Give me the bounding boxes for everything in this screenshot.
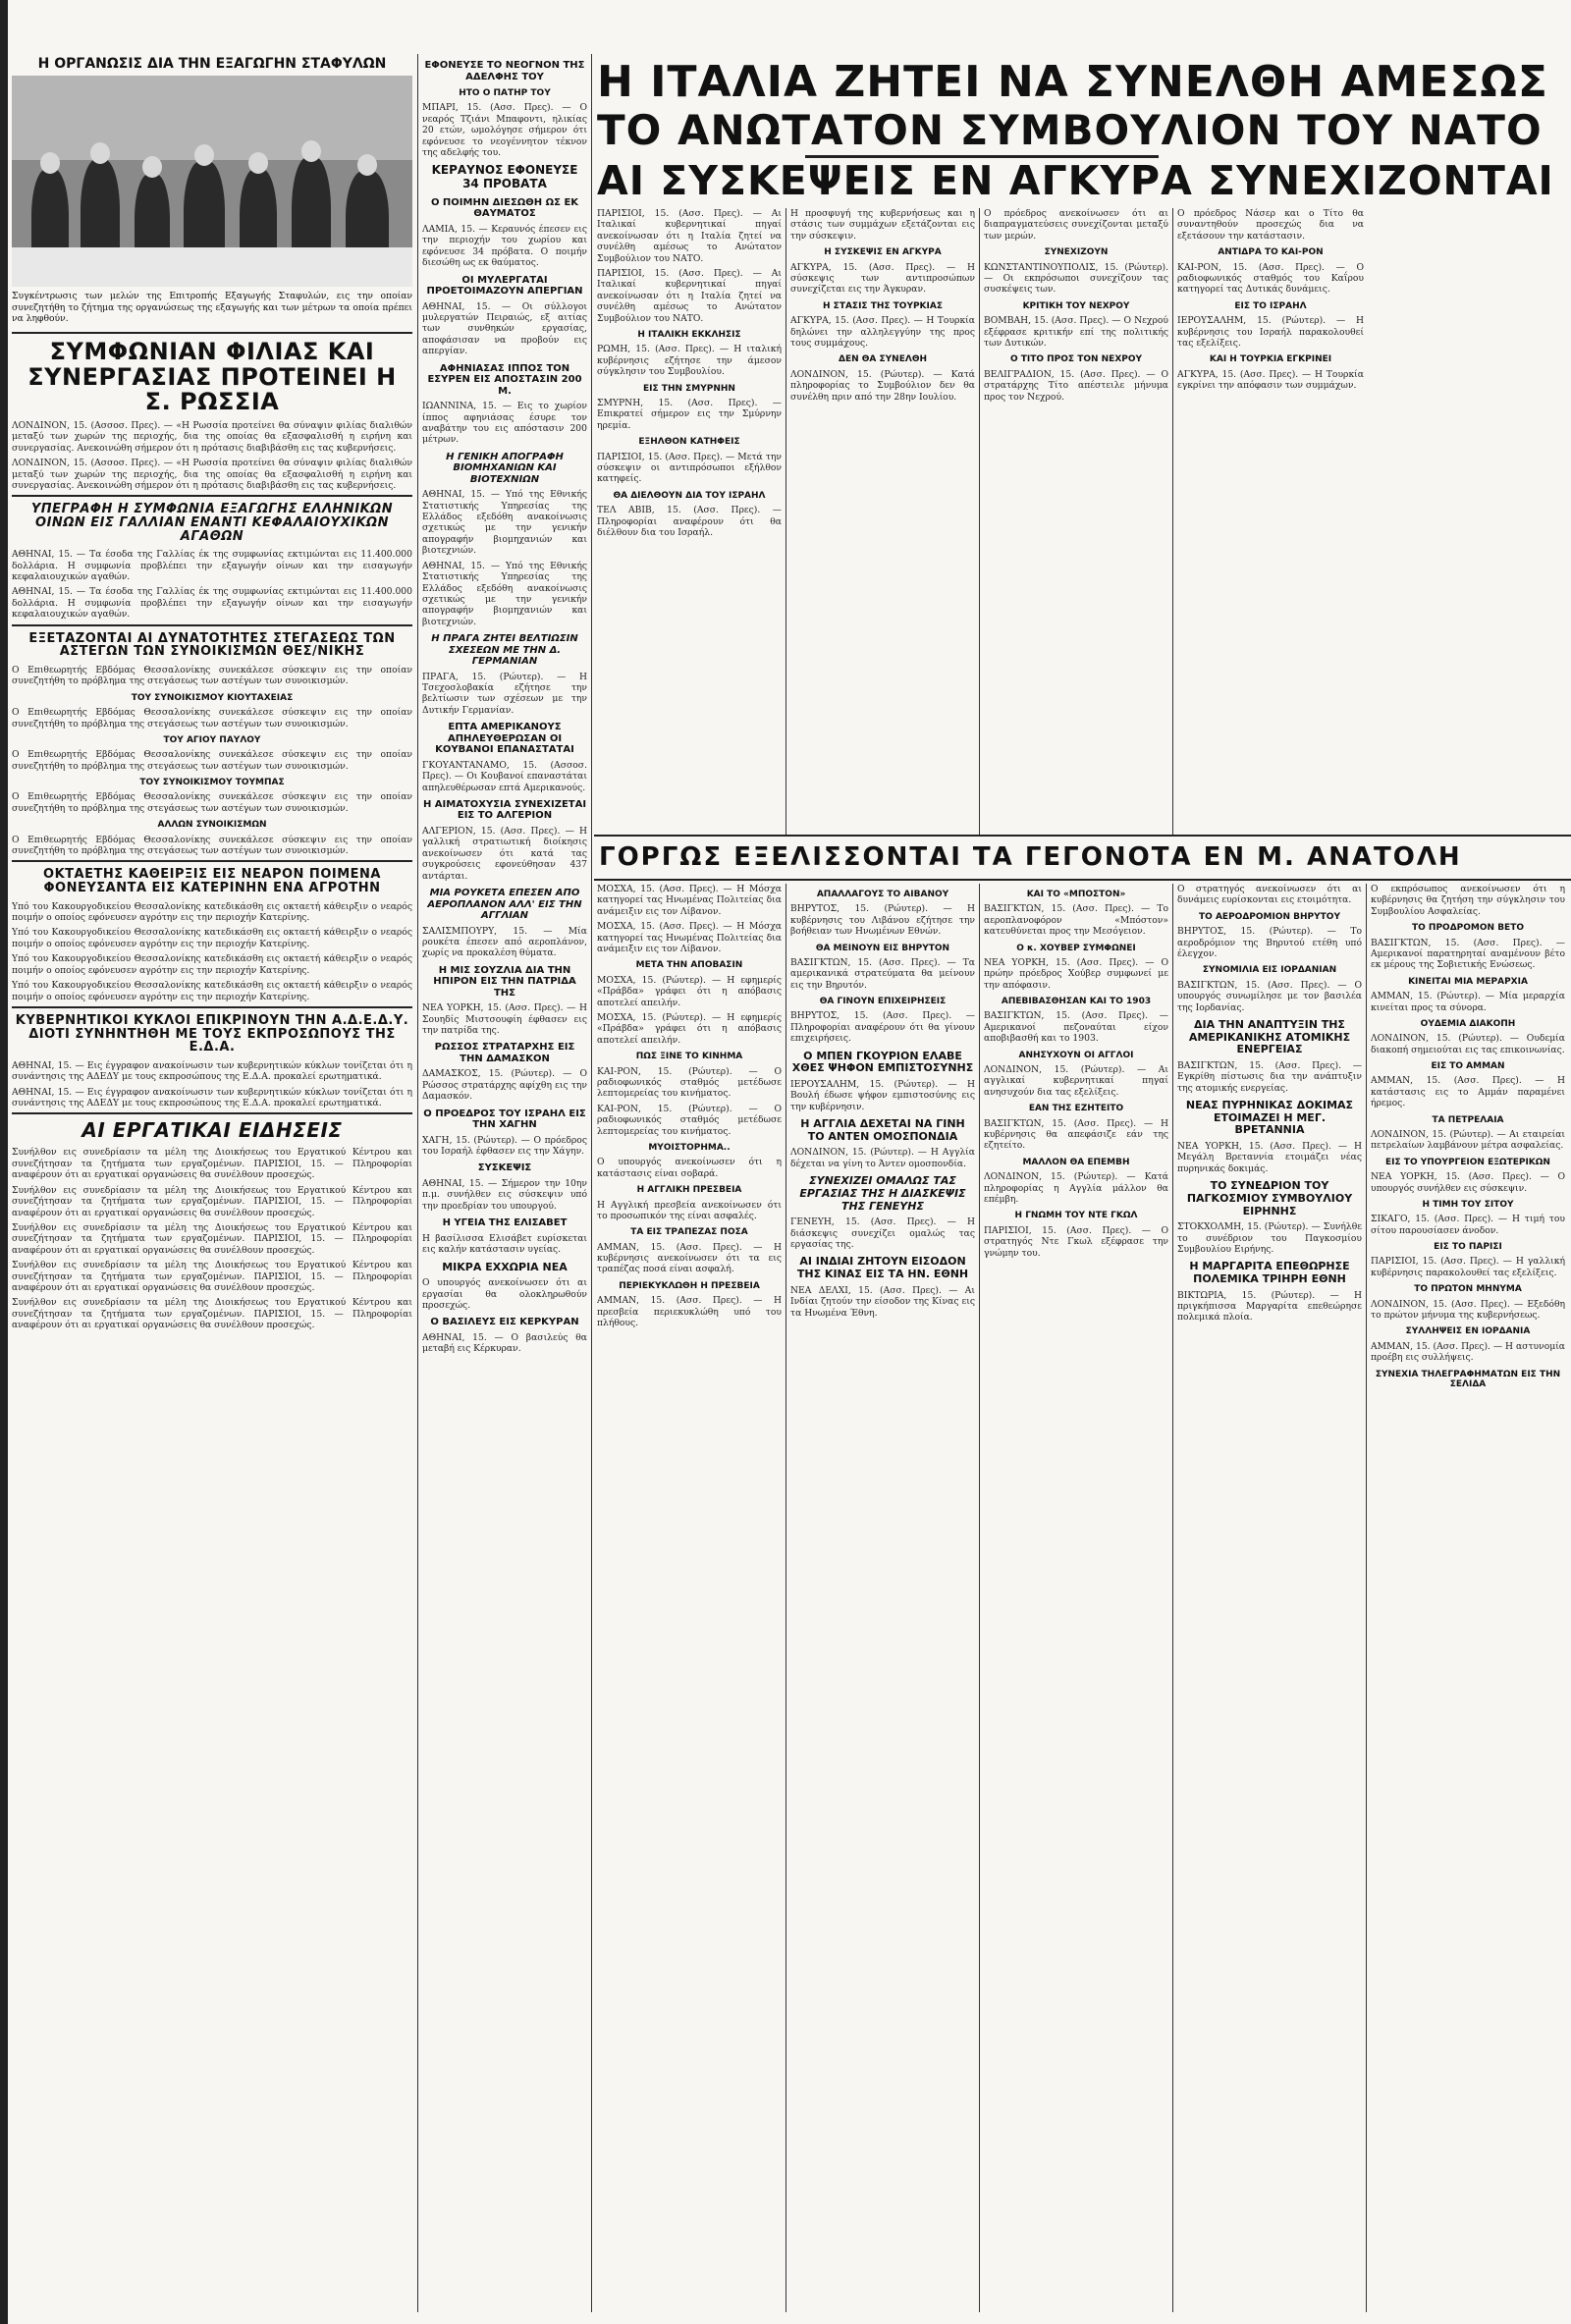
meeting-text: ΑΘΗΝΑΙ, 15. — Σήμερον την 10ην π.μ. συνήλθεν εις σύσκεψιν υπό την προεδρίαν του υπουργού. bbox=[422, 1177, 587, 1212]
mideast-column-4 bbox=[1177, 884, 1362, 2312]
me2-text2: ΒΑΣΙΓΚΤΩΝ, 15. (Ασσ. Πρες). — Τα αμερικανικά στρατεύματα θα μείνουν εις την Βηρυτόν. bbox=[790, 956, 975, 991]
nato2-text1: Η προσφυγή της κυβερνήσεως και η στάσις των συμμάχων εξετάζονται εις την σύσκεψιν. bbox=[790, 208, 975, 242]
souzlia-text: ΝΕΑ ΥΟΡΚΗ, 15. (Ασσ. Πρες). — Η Σουηδίς Μιστσουφίη έφθασεν εις την πατρίδα της. bbox=[422, 1002, 587, 1037]
me1-sub1: ΜΕΤΑ ΤΗΝ ΑΠΟΒΑΣΙΝ bbox=[635, 960, 743, 971]
wines-headline: ΥΠΕΓΡΑΦΗ Η ΣΥΜΦΩΝΙΑ ΕΞΑΓΩΓΗΣ ΕΛΛΗΝΙΚΩΝ ΟΙΝΩΝ ΕΙΣ ΓΑΛΛΙΑΝ ΕΝΑΝΤΙ ΚΕΦΑΛΑΙΟΥΧΙΚΩΝ ΑΓΑΘΩΝ bbox=[30, 502, 394, 544]
me3-sub7: Η ΓΝΩΜΗ ΤΟΥ ΝΤΕ ΓΚΩΛ bbox=[1014, 1211, 1138, 1221]
kerkyra-headline: Ο ΒΑΣΙΛΕΥΣ ΕΙΣ ΚΕΡΚΥΡΑΝ bbox=[430, 1317, 579, 1328]
me5-sub4: ΕΙΣ ΤΟ ΑΜΜΑΝ bbox=[1431, 1061, 1505, 1072]
me2-text1: ΒΗΡΥΤΟΣ, 15. (Ρώυτερ). — Η κυβέρνησις του Λιβάνου εζήτησε την βοήθειαν των Ηνωμένων Εθνών. bbox=[790, 903, 975, 938]
nato2-sub3: ΔΕΝ ΘΑ ΣΥΝΕΛΘΗ bbox=[838, 354, 928, 365]
nato3-sub3: Ο ΤΙΤΟ ΠΡΟΣ ΤΟΝ ΝΕΧΡΟΥ bbox=[1009, 354, 1143, 365]
elizabeth-headline: Η ΥΓΕΙΑ ΤΗΣ ΕΛΙΣΑΒΕΤ bbox=[442, 1217, 568, 1229]
nato-sub3: ΕΞΗΛΘΟΝ ΚΑΤΗΦΕΙΣ bbox=[638, 437, 740, 448]
me1-text1: ΜΟΣΧΑ, 15. (Ασσ. Πρες). — Η Μόσχα κατηγορεί τας Ηνωμένας Πολιτείας δια ανάμειξιν εις τον Λίβανον. bbox=[597, 884, 782, 917]
me3-text2: ΝΕΑ ΥΟΡΚΗ, 15. (Ασσ. Πρες). — Ο πρώην πρόεδρος Χούβερ συμφωνεί με την απόφασιν. bbox=[984, 956, 1168, 991]
me3-sub5: ΕΑΝ ΤΗΣ ΕΖΗΤΕΙΤΟ bbox=[1028, 1104, 1124, 1114]
housing-text: Ο Επιθεωρητής Εβδόμας Θεσσαλονίκης συνεκάλεσε σύσκεψιν εις την οποίαν συνεζητήθη το πρόβλημα της στεγάσεως των αστέγων των συνοικισμών. bbox=[12, 664, 412, 687]
me3-sub4: ΑΝΗΣΥΧΟΥΝ ΟΙ ΑΓΓΛΟΙ bbox=[1018, 1050, 1134, 1060]
died-text: ΜΠΑΡΙ, 15. (Ασσ. Πρες). — Ο νεαρός Τζιάνι Μπαφοντι, ηλικίας 20 ετών, ωμολόγησε σήμερον ότι εφόνευσε το νεογέννητον τέκνον της αδελφής του. bbox=[422, 102, 587, 158]
me1-text6: ΑΜΜΑΝ, 15. (Ασσ. Πρες). — Η κυβέρνησις ανεκοίνωσεν ότι τα εις τραπέζας ποσά είναι ασφαλή. bbox=[597, 1241, 782, 1275]
me2-sub5: Η ΑΓΓΛΙΑ ΔΕΧΕΤΑΙ ΝΑ ΓΙΝΗ ΤΟ ΑΝΤΕΝ ΟΜΟΣΠΟΝΔΙΑ bbox=[800, 1117, 965, 1143]
me1-sub4: Η ΑΓΓΛΙΚΗ ΠΡΕΣΒΕΙΑ bbox=[636, 1185, 742, 1196]
me1-text5: Η Αγγλική πρεσβεία ανεκοίνωσεν ότι το προσωπικόν της είναι ασφαλές. bbox=[597, 1199, 782, 1221]
nato-column-3 bbox=[984, 208, 1168, 837]
nato3-sub2: ΚΡΙΤΙΚΗ ΤΟΥ ΝΕΧΡΟΥ bbox=[1022, 300, 1130, 311]
me3-text3: ΒΑΣΙΓΚΤΩΝ, 15. (Ασσ. Πρες). — Αμερικανοί πεζοναύται είχον αποβιβασθή και το 1903. bbox=[984, 1010, 1168, 1045]
lightning-headline: ΚΕΡΑΥΝΟΣ ΕΦΟΝΕΥΣΕ 34 ΠΡΟΒΑΤΑ bbox=[431, 163, 578, 191]
elizabeth-text: Η βασίλισσα Ελισάβετ ευρίσκεται εις καλήν κατάστασιν υγείας. bbox=[422, 1232, 587, 1256]
me2-sub1: ΑΠΑΛΛΑΓΟΥΣ ΤΟ ΑΙΒΑΝΟΥ bbox=[816, 890, 949, 899]
me1-sub2: ΠΩΣ ΞΙΝΕ ΤΟ ΚΙΝΗΜΑ bbox=[635, 1052, 743, 1062]
housing-sub4: ΑΛΛΩΝ ΣΥΝΟΙΚΙΣΜΩΝ bbox=[157, 820, 267, 831]
me2-sub4: Ο ΜΠΕΝ ΓΚΟΥΡΙΟΝ ΕΛΑΒΕ ΧΘΕΣ ΨΗΦΟΝ ΕΜΠΙΣΤΟΣΥΝΗΣ bbox=[791, 1049, 974, 1075]
mules-headline: ΟΙ ΜΥΛΕΡΓΑΤΑΙ ΠΡΟΕΤΟΙΜΑΖΟΥΝ ΑΠΕΡΓΙΑΝ bbox=[426, 274, 583, 297]
census-text: ΑΘΗΝΑΙ, 15. — Υπό της Εθνικής Στατιστικής Υπηρεσίας της Ελλάδος εξεδόθη ανακοίνωσις σχετικώς με την γενικήν απογραφήν βιομηχανιών και βιοτεχνιών. bbox=[422, 489, 587, 557]
lightning-text: ΛΑΜΙΑ, 15. — Κεραυνός έπεσεν εις την περιοχήν του χωρίου και εφόνευσε 34 πρόβατα. Ο ποιμήν διεσώθη ως εκ θαύματος. bbox=[422, 223, 587, 269]
me5-text8: ΣΙΚΑΓΟ, 15. (Ασσ. Πρες). — Η τιμή του σίτου παρουσίασεν άνοδον. bbox=[1371, 1214, 1565, 1236]
me1-text7: ΑΜΜΑΝ, 15. (Ασσ. Πρες). — Η πρεσβεία περιεκυκλώθη υπό του πλήθους. bbox=[597, 1295, 782, 1329]
me4-text5: ΝΕΑ ΥΟΡΚΗ, 15. (Ασσ. Πρες). — Η Μεγάλη Βρεταννία ετοιμάζει νέας πυρηνικάς δοκιμάς. bbox=[1177, 1141, 1362, 1174]
me5-sub9: ΤΟ ΠΡΩΤΟΝ ΜΗΝΥΜΑ bbox=[1414, 1284, 1522, 1295]
nato-lead-text-2: ΠΑΡΙΣΙΟΙ, 15. (Ασσ. Πρες). — Αι Ιταλικαί κυβερνητικαί πηγαί ανεκοίνωσαν ότι η Ιταλία ζητεί να συνέλθη αμέσως το Ανώτατον Συμβούλιον του ΝΑΤΟ. bbox=[597, 268, 782, 324]
nato3-text3: ΒΟΜΒΑΗ, 15. (Ασσ. Πρες). — Ο Νεχρού εξέφρασε κριτικήν επί της πολιτικής των Δυτικών. bbox=[984, 315, 1168, 349]
me1-sub3: ΜΥΟΙΣΤΟΡΗΜΑ.. bbox=[648, 1143, 731, 1153]
me5-text9: ΠΑΡΙΣΙΟΙ, 15. (Ασσ. Πρες). — Η γαλλική κυβέρνησις παρακολουθεί τας εξελίξεις. bbox=[1371, 1256, 1565, 1278]
me1-text2b: ΜΟΣΧΑ, 15. (Ρώυτερ). — Η εφημερίς «Πράβδα» γράφει ότι η απόβασις αποτελεί απειλήν. bbox=[597, 1012, 782, 1046]
me2-text6: ΓΕΝΕΥΗ, 15. (Ασσ. Πρες). — Η διάσκεψις συνεχίζει ομαλώς τας εργασίας της. bbox=[790, 1216, 975, 1251]
page-binding-edge bbox=[0, 0, 8, 2324]
shepherd-headline: ΟΚΤΑΕΤΗΣ ΚΑΘΕΙΡΞΙΣ ΕΙΣ ΝΕΑΡΟΝ ΠΟΙΜΕΝΑ ΦΟΝΕΥΣΑΝΤΑ ΕΙΣ ΚΑΤΕΡΙΝΗΝ ΕΝΑ ΑΓΡΟΤΗΝ bbox=[43, 867, 381, 896]
nato4-text4: ΑΓΚΥΡΑ, 15. (Ασσ. Πρες). — Η Τουρκία εγκρίνει την απόφασιν των συμμάχων. bbox=[1177, 368, 1364, 392]
housing-headline: ΕΞΕΤΑΖΟΝΤΑΙ ΑΙ ΔΥΝΑΤΟΤΗΤΕΣ ΣΤΕΓΑΣΕΩΣ ΤΩΝ ΑΣΤΕΓΩΝ ΤΩΝ ΣΥΝΟΙΚΙΣΜΩΝ ΘΕΣ/ΝΙΚΗΣ bbox=[28, 630, 396, 660]
algeria-headline: Η ΑΙΜΑΤΟΧΥΣΙΑ ΣΥΝΕΧΙΖΕΤΑΙ ΕΙΣ ΤΟ ΑΛΓΕΡΙΟΝ bbox=[422, 798, 587, 822]
me3-sub6: ΜΑΛΛΟΝ ΘΑ ΕΠΕΜΒΗ bbox=[1022, 1157, 1130, 1167]
me1-text1b: ΜΟΣΧΑ, 15. (Ασσ. Πρες). — Η Μόσχα κατηγορεί τας Ηνωμένας Πολιτείας δια ανάμειξιν εις τον Λίβανον. bbox=[597, 921, 782, 955]
me3-text4: ΛΟΝΔΙΝΟΝ, 15. (Ρώυτερ). — Αι αγγλικαί κυβερνητικαί πηγαί ανησυχούν δια τας εξελίξεις. bbox=[984, 1064, 1168, 1098]
mules-text: ΑΘΗΝΑΙ, 15. — Οι σύλλογοι μυλεργατών Πειραιώς, εξ αιτίας των συνθηκών εργασίας, αποφάσισαν να προβούν εις απεργίαν. bbox=[422, 300, 587, 357]
wines-text: ΑΘΗΝΑΙ, 15. — Τα έσοδα της Γαλλίας έκ της συμφωνίας εκτιμώνται εις 11.400.000 δολλάρια. Η συμφωνία προβλέπει την εξαγωγήν οίνων και την εισαγωγήν κεφαλαιουχικών αγαθών. bbox=[12, 549, 412, 583]
americans-headline: ΕΠΤΑ ΑΜΕΡΙΚΑΝΟΥΣ ΑΠΗΛΕΥΘΕΡΩΣΑΝ ΟΙ ΚΟΥΒΑΝΟΙ ΕΠΑΝΑΣΤΑΤΑΙ bbox=[435, 722, 574, 756]
russian-text: ΔΑΜΑΣΚΟΣ, 15. (Ρώυτερ). — Ο Ρώσσος στρατάρχης αφίχθη εις την Δαμασκόν. bbox=[422, 1068, 587, 1103]
nato-text1: ΡΩΜΗ, 15. (Ασσ. Πρες). — Η ιταλική κυβέρνησις εζήτησε την άμεσον σύγκλησιν του Συμβουλίου. bbox=[597, 344, 782, 378]
me5-sub8: ΕΙΣ ΤΟ ΠΑΡΙΣΙ bbox=[1434, 1242, 1502, 1253]
nato-sub4: ΘΑ ΔΙΕΛΘΟΥΝ ΔΙΑ ΤΟΥ ΙΣΡΑΗΛ bbox=[613, 490, 766, 501]
housing-sub3: ΤΟΥ ΣΥΝΟΙΚΙΣΜΟΥ ΤΟΥΜΠΑΣ bbox=[139, 778, 285, 788]
me3-text1: ΒΑΣΙΓΚΤΩΝ, 15. (Ασσ. Πρες). — Το αεροπλανοφόρον «Μπόστον» κατευθύνεται προς την Μεσόγειον. bbox=[984, 903, 1168, 938]
nato3-text2: ΚΩΝΣΤΑΝΤΙΝΟΥΠΟΛΙΣ, 15. (Ρώυτερ). — Οι εκπρόσωποι συνεχίζουν τας συσκέψεις των. bbox=[984, 261, 1168, 296]
died-sub: ΗΤΟ Ο ΠΑΤΗΡ ΤΟΥ bbox=[459, 88, 551, 98]
census-text-2: ΑΘΗΝΑΙ, 15. — Υπό της Εθνικής Στατιστικής Υπηρεσίας της Ελλάδος εξεδόθη ανακοίνωσις σχετικώς με την γενικήν απογραφήν βιομηχανιών και βιοτεχνιών. bbox=[422, 560, 587, 627]
me4-text1: Ο στρατηγός ανεκοίνωσεν ότι αι δυνάμεις ευρίσκονται εις ετοιμότητα. bbox=[1177, 884, 1362, 906]
horse-headline: ΑΦΗΝΙΑΣΑΣ ΙΠΠΟΣ ΤΟΝ ΕΣΥΡΕΝ ΕΙΣ ΑΠΟΣΤΑΣΙΝ 200 Μ. bbox=[427, 362, 582, 397]
algeria-text: ΑΛΓΕΡΙΟΝ, 15. (Ασσ. Πρες). — Η γαλλική στρατιωτική διοίκησις ανεκοίνωσεν ότι κατά τας συγκρούσεις εφονεύθησαν 437 αντάρται. bbox=[422, 825, 587, 882]
mideast-banner: ΓΟΡΓΩΣ ΕΞΕΛΙΣΣΟΝΤΑΙ ΤΑ ΓΕΓΟΝΟΤΑ ΕΝ Μ. ΑΝΑΤΟΛΗ bbox=[599, 842, 1462, 872]
russia-headline: ΣΥΜΦΩΝΙΑΝ ΦΙΛΙΑΣ ΚΑΙ ΣΥΝΕΡΓΑΣΙΑΣ ΠΡΟΤΕΙΝΕΙ Η Σ. ΡΩΣΣΙΑ bbox=[27, 338, 397, 415]
me2-sub6: ΣΥΝΕΧΙΖΕΙ ΟΜΑΛΩΣ ΤΑΣ ΕΡΓΑΣΙΑΣ ΤΗΣ Η ΔΙΑΣΚΕΨΙΣ ΤΗΣ ΓΕΝΕΥΗΣ bbox=[799, 1174, 966, 1213]
labor-text: Συνήλθον εις συνεδρίασιν τα μέλη της Διοικήσεως του Εργατικού Κέντρου και συνεζήτησαν τα ζητήματα των εργαζομένων. ΠΑΡΙΣΙΟΙ, 15. — Πληροφορίαι αναφέρουν ότι αι εργατικαί οργανώσεις θα συνέλθουν προσεχώς. bbox=[12, 1147, 412, 1181]
nato-sub2: ΕΙΣ ΤΗΝ ΣΜΥΡΝΗΝ bbox=[643, 383, 735, 394]
me5-sub5: ΤΑ ΠΕΤΡΕΛΑΙΑ bbox=[1432, 1114, 1504, 1125]
nato-column-2 bbox=[790, 208, 975, 837]
main-headline-line3: ΑΙ ΣΥΣΚΕΨΕΙΣ ΕΝ ΑΓΚΥΡΑ ΣΥΝΕΧΙΖΟΝΤΑΙ bbox=[597, 157, 1554, 204]
prague-headline: Η ΠΡΑΓΑ ΖΗΤΕΙ ΒΕΛΤΙΩΣΙΝ ΣΧΕΣΕΩΝ ΜΕ ΤΗΝ Δ. ΓΕΡΜΑΝΙΑΝ bbox=[431, 633, 578, 668]
nato3-text1: Ο πρόεδρος ανεκοίνωσεν ότι αι διαπραγματεύσεις συνεχίζονται μεταξύ των μερών. bbox=[984, 208, 1168, 242]
russian-headline: ΡΩΣΣΟΣ ΣΤΡΑΤΑΡΧΗΣ ΕΙΣ ΤΗΝ ΔΑΜΑΣΚΟΝ bbox=[434, 1042, 575, 1064]
nato-sub1: Η ΙΤΑΛΙΚΗ ΕΚΚΛΗΣΙΣ bbox=[637, 330, 741, 341]
me5-sub11: ΣΥΝΕΧΙΑ ΤΗΛΕΓΡΑΦΗΜΑΤΩΝ ΕΙΣ ΤΗΝ ΣΕΛΙΔΑ bbox=[1375, 1369, 1561, 1389]
nato-column-1 bbox=[597, 208, 782, 837]
nato2-text2: ΑΓΚΥΡΑ, 15. (Ασσ. Πρες). — Η σύσκεψις των αντιπροσώπων συνεχίζεται εις την Άγκυραν. bbox=[790, 261, 975, 296]
meeting-headline: ΣΥΣΚΕΨΙΣ bbox=[477, 1162, 532, 1174]
mideast-column-3 bbox=[984, 884, 1168, 2312]
mideast-column-2 bbox=[790, 884, 975, 2312]
me3-sub3: ΑΠΕΒΙΒΑΣΘΗΣΑΝ ΚΑΙ ΤΟ 1903 bbox=[1001, 997, 1152, 1007]
labor-headline: ΑΙ ΕΡΓΑΤΙΚΑΙ ΕΙΔΗΣΕΙΣ bbox=[81, 1118, 343, 1143]
me4-text3: ΒΑΣΙΓΚΤΩΝ, 15. (Ασσ. Πρες). — Ο υπουργός συνωμίλησε με τον βασιλέα της Ιορδανίας. bbox=[1177, 979, 1362, 1013]
me2-sub2: ΘΑ ΜΕΙΝΟΥΝ ΕΙΣ ΒΗΡΥΤΟΝ bbox=[815, 943, 950, 953]
housing-text-5: Ο Επιθεωρητής Εβδόμας Θεσσαλονίκης συνεκάλεσε σύσκεψιν εις την οποίαν συνεζητήθη το πρόβλημα της στεγάσεως των αστέγων των συνοικισμών. bbox=[12, 834, 412, 856]
me5-text5: ΑΜΜΑΝ, 15. (Ασσ. Πρες). — Η κατάστασις εις το Αμμάν παραμένει ήρεμος. bbox=[1371, 1075, 1565, 1109]
main-headline-line2: ΤΟ ΑΝΩΤΑΤΟΝ ΣΥΜΒΟΥΛΙΟΝ ΤΟΥ ΝΑΤΟ bbox=[597, 106, 1543, 154]
me4-text7: ΒΙΚΤΩΡΙΑ, 15. (Ρώυτερ). — Η πριγκήπισσα Μαργαρίτα επεθεώρησε πολεμικά πλοία. bbox=[1177, 1289, 1362, 1324]
me5-sub10: ΣΥΛΛΗΨΕΙΣ ΕΝ ΙΟΡΔΑΝΙΑ bbox=[1405, 1326, 1531, 1337]
me5-sub6: ΕΙΣ ΤΟ ΥΠΟΥΡΓΕΙΟΝ ΕΞΩΤΕΡΙΚΩΝ bbox=[1385, 1157, 1550, 1167]
me4-text2: ΒΗΡΥΤΟΣ, 15. (Ρώυτερ). — Το αεροδρόμιον της Βηρυτού ετέθη υπό έλεγχον. bbox=[1177, 926, 1362, 959]
me4-sub4: ΝΕΑΣ ΠΥΡΗΝΙΚΑΣ ΔΟΚΙΜΑΣ ΕΤΟΙΜΑΖΕΙ Η ΜΕΓ. ΒΡΕΤΑΝΝΙΑ bbox=[1185, 1099, 1354, 1137]
housing-sub2: ΤΟΥ ΑΓΙΟΥ ΠΑΥΛΟΥ bbox=[163, 734, 261, 745]
nato-text4: ΤΕΛ ΑΒΙΒ, 15. (Ασσ. Πρες). — Πληροφορίαι αναφέρουν ότι θα διέλθουν δια του Ισραήλ. bbox=[597, 505, 782, 538]
shepherd-text-2: Υπό του Κακουργοδικείου Θεσσαλονίκης κατεδικάσθη εις οκταετή κάθειρξιν ο νεαρός ποιμήν ο οποίος εφόνευσεν αγρότην εις την περιοχήν Κατερίνης. bbox=[12, 927, 412, 949]
rocket-text: ΣΑΛΙΣΜΠΟΥΡΥ, 15. — Μία ρουκέτα έπεσεν από αεροπλάνον, χωρίς να προκαλέση θύματα. bbox=[422, 925, 587, 959]
me5-text7: ΝΕΑ ΥΟΡΚΗ, 15. (Ασσ. Πρες). — Ο υπουργός συνήλθεν εις σύσκεψιν. bbox=[1371, 1171, 1565, 1194]
photo-caption: Συγκέντρωσις των μελών της Επιτροπής Εξαγωγής Σταφυλών, εις την οποίαν συνεζητήθη το ζήτημα της οργανώσεως της εξαγωγής και των μέτρων τα οποία πρέπει να ληφθούν. bbox=[12, 291, 412, 324]
main-headline-line1: Η ΙΤΑΛΙΑ ΖΗΤΕΙ ΝΑ ΣΥΝΕΛΘΗ ΑΜΕΣΩΣ bbox=[597, 57, 1548, 107]
me4-text6: ΣΤΟΚΧΟΛΜΗ, 15. (Ρώυτερ). — Συνήλθε το συνέδριον του Παγκοσμίου Συμβουλίου Ειρήνης. bbox=[1177, 1221, 1362, 1255]
me4-sub5: ΤΟ ΣΥΝΕΔΡΙΟΝ ΤΟΥ ΠΑΓΚΟΣΜΙΟΥ ΣΥΜΒΟΥΛΙΟΥ ΕΙΡΗΝΗΣ bbox=[1186, 1179, 1353, 1217]
labor-text-4: Συνήλθον εις συνεδρίασιν τα μέλη της Διοικήσεως του Εργατικού Κέντρου και συνεζήτησαν τα ζητήματα των εργαζομένων. ΠΑΡΙΣΙΟΙ, 15. — Πληροφορίαι αναφέρουν ότι αι εργατικαί οργανώσεις θα συνέλθουν προσεχώς. bbox=[12, 1260, 412, 1293]
wines-text-2: ΑΘΗΝΑΙ, 15. — Τα έσοδα της Γαλλίας έκ της συμφωνίας εκτιμώνται εις 11.400.000 δολλάρια. Η συμφωνία προβλέπει την εξαγωγήν οίνων και την εισαγωγήν κεφαλαιουχικών αγαθών. bbox=[12, 586, 412, 621]
nato2-sub2: Η ΣΤΑΣΙΣ ΤΗΣ ΤΟΥΡΚΙΑΣ bbox=[823, 300, 943, 311]
me4-sub6: Η ΜΑΡΓΑΡΙΤΑ ΕΠΕΘΩΡΗΣΕ ΠΟΛΕΜΙΚΑ ΤΡΙΗΡΗ ΕΘΝΗ bbox=[1189, 1260, 1350, 1285]
housing-text-4: Ο Επιθεωρητής Εβδόμας Θεσσαλονίκης συνεκάλεσε σύσκεψιν εις την οποίαν συνεζητήθη το πρόβλημα της στεγάσεως των αστέγων των συνοικισμών. bbox=[12, 791, 412, 814]
me4-text4: ΒΑΣΙΓΚΤΩΝ, 15. (Ασσ. Πρες). — Εγκρίθη πίστωσις δια την ανάπτυξιν της ατομικής ενεργείας. bbox=[1177, 1059, 1362, 1094]
nato3-sub1: ΣΥΝΕΧΙΖΟΥΝ bbox=[1044, 247, 1109, 258]
me2-sub7: ΑΙ ΙΝΔΙΑΙ ΖΗΤΟΥΝ ΕΙΣΟΔΟΝ ΤΗΣ ΚΙΝΑΣ ΕΙΣ ΤΑ ΗΝ. ΕΘΝΗ bbox=[796, 1255, 969, 1281]
small-news-text: Ο υπουργός ανεκοίνωσεν ότι αι εργασίαι θα ολοκληρωθούν προσεχώς. bbox=[422, 1277, 587, 1311]
labor-text-2: Συνήλθον εις συνεδρίασιν τα μέλη της Διοικήσεως του Εργατικού Κέντρου και συνεζήτησαν τα ζητήματα των εργαζομένων. ΠΑΡΙΣΙΟΙ, 15. — Πληροφορίαι αναφέρουν ότι αι εργατικαί οργανώσεις θα συνέλθουν προσεχώς. bbox=[12, 1184, 412, 1218]
nato4-sub3: ΚΑΙ Η ΤΟΥΡΚΙΑ ΕΓΚΡΙΝΕΙ bbox=[1209, 354, 1332, 365]
me2-text3: ΒΗΡΥΤΟΣ, 15. (Ασσ. Πρες). — Πληροφορίαι αναφέρουν ότι θα γίνουν επιχειρήσεις. bbox=[790, 1010, 975, 1045]
me3-text7: ΠΑΡΙΣΙΟΙ, 15. (Ασσ. Πρες). — Ο στρατηγός Ντε Γκωλ εξέφρασε την γνώμην του. bbox=[984, 1224, 1168, 1259]
nato-column-4 bbox=[1177, 208, 1364, 837]
me5-text11: ΑΜΜΑΝ, 15. (Ασσ. Πρες). — Η αστυνομία προέβη εις συλλήψεις. bbox=[1371, 1340, 1565, 1364]
adedy-text-2: ΑΘΗΝΑΙ, 15. — Εις έγγραφον ανακοίνωσιν των κυβερνητικών κύκλων τονίζεται ότι η συνάντησις της ΑΔΕΔΥ με τους εκπροσώπους της Ε.Δ.Α. προκαλεί ερωτηματικά. bbox=[12, 1086, 412, 1109]
me2-sub3: ΘΑ ΓΙΝΟΥΝ ΕΠΙΧΕΙΡΗΣΕΙΣ bbox=[819, 997, 947, 1007]
housing-text-3: Ο Επιθεωρητής Εβδόμας Θεσσαλονίκης συνεκάλεσε σύσκεψιν εις την οποίαν συνεζητήθη το πρόβλημα της στεγάσεως των αστέγων των συνοικισμών. bbox=[12, 749, 412, 772]
column-2 bbox=[422, 54, 587, 2312]
press-photo bbox=[12, 76, 412, 287]
shepherd-text-3: Υπό του Κακουργοδικείου Θεσσαλονίκης κατεδικάσθη εις οκταετή κάθειρξιν ο νεαρός ποιμήν ο οποίος εφόνευσεν αγρότην εις την περιοχήν Κατερίνης. bbox=[12, 953, 412, 976]
nato4-text3: ΙΕΡΟΥΣΑΛΗΜ, 15. (Ρώυτερ). — Η κυβέρνησις του Ισραήλ παρακολουθεί τας εξελίξεις. bbox=[1177, 315, 1364, 349]
israel-text: ΧΑΓΗ, 15. (Ρώυτερ). — Ο πρόεδρος του Ισραήλ έφθασεν εις την Χάγην. bbox=[422, 1134, 587, 1158]
adedy-headline: ΚΥΒΕΡΝΗΤΙΚΟΙ ΚΥΚΛΟΙ ΕΠΙΚΡΙΝΟΥΝ ΤΗΝ Α.Δ.Ε.Δ.Υ. ΔΙΟΤΙ ΣΥΝΗΝΤΗΘΗ ΜΕ ΤΟΥΣ ΕΚΠΡΟΣΩΠΟΥΣ ΤΗΣ Ε.Δ.Α. bbox=[15, 1012, 409, 1055]
labor-text-5: Συνήλθον εις συνεδρίασιν τα μέλη της Διοικήσεως του Εργατικού Κέντρου και συνεζήτησαν τα ζητήματα των εργαζομένων. ΠΑΡΙΣΙΟΙ, 15. — Πληροφορίαι αναφέρουν ότι αι εργατικαί οργανώσεις θα συνέλθουν προσεχώς. bbox=[12, 1297, 412, 1331]
me5-text10: ΛΟΝΔΙΝΟΝ, 15. (Ασσ. Πρες). — Εξεδόθη το πρώτον μήνυμα της κυβερνήσεως. bbox=[1371, 1298, 1565, 1322]
census-headline: Η ΓΕΝΙΚΗ ΑΠΟΓΡΑΦΗ ΒΙΟΜΗΧΑΝΙΩΝ ΚΑΙ ΒΙΟΤΕΧΝΙΩΝ bbox=[446, 451, 564, 485]
kerkyra-text: ΑΘΗΝΑΙ, 15. — Ο βασιλεύς θα μεταβή εις Κέρκυραν. bbox=[422, 1331, 587, 1355]
died-headline: ΕΦΟΝΕΥΣΕ ΤΟ ΝΕΟΓΝΟΝ ΤΗΣ ΑΔΕΛΦΗΣ ΤΟΥ bbox=[424, 60, 585, 82]
nato3-text4: ΒΕΛΙΓΡΑΔΙΟΝ, 15. (Ασσ. Πρες). — Ο στρατάρχης Τίτο απέστειλε μήνυμα προς τον Νεχρού. bbox=[984, 368, 1168, 403]
me2-text7: ΝΕΑ ΔΕΛΧΙ, 15. (Ασσ. Πρες). — Αι Ινδίαι ζητούν την είσοδον της Κίνας εις τα Ηνωμένα Έθνη. bbox=[790, 1284, 975, 1319]
me1-sub5: ΤΑ ΕΙΣ ΤΡΑΠΕΖΑΣ ΠΟΣΑ bbox=[630, 1227, 748, 1238]
nato-text3: ΠΑΡΙΣΙΟΙ, 15. (Ασσ. Πρες). — Μετά την σύσκεψιν οι αντιπρόσωποι εξήλθον κατηφείς. bbox=[597, 451, 782, 485]
me3-text6: ΛΟΝΔΙΝΟΝ, 15. (Ρώυτερ). — Κατά πληροφορίας η Αγγλία μάλλον θα επέμβη. bbox=[984, 1171, 1168, 1205]
me1-text3b: ΚΑΙ-ΡΟΝ, 15. (Ρώυτερ). — Ο ραδιοφωνικός σταθμός μετέδωσε λεπτομερείας του κινήματος. bbox=[597, 1103, 782, 1137]
me4-sub3: ΔΙΑ ΤΗΝ ΑΝΑΠΤΥΞΙΝ ΤΗΣ ΑΜΕΡΙΚΑΝΙΚΗΣ ΑΤΟΜΙΚΗΣ ΕΝΕΡΓΕΙΑΣ bbox=[1188, 1017, 1351, 1056]
russia-text-2: ΛΟΝΔΙΝΟΝ, 15. (Ασσοσ. Πρες). — «Η Ρωσσία προτείνει θα σύναψιν φιλίας διαλιθών μεταξύ των χωρών της περιοχής, δια της οποίας θα εξασφαλισθή η ειρήνη και συνεργασίας. Ανεκοινώθη σήμερον ότι η πρότασις διαβιβάσθη εις τας κυβερνήσεις. bbox=[12, 458, 412, 491]
nato4-sub2: ΕΙΣ ΤΟ ΙΣΡΑΗΛ bbox=[1234, 300, 1307, 311]
nato2-text3: ΑΓΚΥΡΑ, 15. (Ασσ. Πρες). — Η Τουρκία δηλώνει την αλληλεγγύην της προς τους συμμάχους. bbox=[790, 315, 975, 349]
me5-sub7: Η ΤΙΜΗ ΤΟΥ ΣΙΤΟΥ bbox=[1422, 1199, 1514, 1210]
israel-headline: Ο ΠΡΟΕΔΡΟΣ ΤΟΥ ΙΣΡΑΗΛ ΕΙΣ ΤΗΝ ΧΑΓΗΝ bbox=[423, 1108, 586, 1131]
shepherd-text-4: Υπό του Κακουργοδικείου Θεσσαλονίκης κατεδικάσθη εις οκταετή κάθειρξιν ο νεαρός ποιμήν ο οποίος εφόνευσεν αγρότην εις την περιοχήν Κατερίνης. bbox=[12, 980, 412, 1002]
housing-sub1: ΤΟΥ ΣΥΝΟΙΚΙΣΜΟΥ ΚΙΟΥΤΑΧΕΙΑΣ bbox=[131, 692, 294, 703]
horse-text: ΙΩΑΝΝΙΝΑ, 15. — Εις το χωρίον ίππος αφηνιάσας έσυρε τον αναβάτην του εις απόστασιν 200 μέτρων. bbox=[422, 401, 587, 446]
nato4-sub1: ΑΝΤΙΔΡΑ ΤΟ ΚΑΙ-ΡΟΝ bbox=[1218, 247, 1324, 258]
mideast-column-5 bbox=[1371, 884, 1565, 2312]
prague-text: ΠΡΑΓΑ, 15. (Ρώυτερ). — Η Τσεχοσλοβακία εζήτησε την βελτίωσιν των σχέσεων με την Δυτικήν Γερμανίαν. bbox=[422, 671, 587, 716]
photo-headline: Η ΟΡΓΑΝΩΣΙΣ ΔΙΑ ΤΗΝ ΕΞΑΓΩΓΗΝ ΣΤΑΦΥΛΩΝ bbox=[37, 56, 387, 72]
americans-text: ΓΚΟΥΑΝΤΑΝΑΜΟ, 15. (Ασσοσ. Πρες). — Οι Κουβανοί επαναστάται απηλευθέρωσαν επτά Αμερικανούς. bbox=[422, 759, 587, 793]
adedy-text: ΑΘΗΝΑΙ, 15. — Εις έγγραφον ανακοίνωσιν των κυβερνητικών κύκλων τονίζεται ότι η συνάντησις της ΑΔΕΔΥ με τους εκπροσώπους της Ε.Δ.Α. προκαλεί ερωτηματικά. bbox=[12, 1059, 412, 1083]
me1-text3: ΚΑΙ-ΡΟΝ, 15. (Ρώυτερ). — Ο ραδιοφωνικός σταθμός μετέδωσε λεπτομερείας του κινήματος. bbox=[597, 1065, 782, 1100]
rocket-headline: ΜΙΑ ΡΟΥΚΕΤΑ ΕΠΕΣΕΝ ΑΠΟ ΑΕΡΟΠΛΑΝΟΝ ΑΛΛ' ΕΙΣ ΤΗΝ ΑΓΓΛΙΑΝ bbox=[427, 888, 582, 921]
shepherd-text: Υπό του Κακουργοδικείου Θεσσαλονίκης κατεδικάσθη εις οκταετή κάθειρξιν ο νεαρός ποιμήν ο οποίος εφόνευσεν αγρότην εις την περιοχήν Κατερίνης. bbox=[12, 900, 412, 924]
nato-text2: ΣΜΥΡΝΗ, 15. (Ασσ. Πρες). — Επικρατεί σήμερον εις την Σμύρνην ηρεμία. bbox=[597, 397, 782, 431]
lightning-sub: Ο ΠΟΙΜΗΝ ΔΙΕΣΩΘΗ ΩΣ ΕΚ ΘΑΥΜΑΤΟΣ bbox=[430, 196, 579, 220]
me5-text2: ΒΑΣΙΓΚΤΩΝ, 15. (Ασσ. Πρες). — Αμερικανοί παρατηρηταί αναμένουν βέτο εκ μέρους της Σοβιετικής Ενώσεως. bbox=[1371, 937, 1565, 971]
me5-sub1: ΤΟ ΠΡΟΔΡΟΜΟΝ ΒΕΤΟ bbox=[1412, 923, 1524, 934]
labor-text-3: Συνήλθον εις συνεδρίασιν τα μέλη της Διοικήσεως του Εργατικού Κέντρου και συνεζήτησαν τα ζητήματα των εργαζομένων. ΠΑΡΙΣΙΟΙ, 15. — Πληροφορίαι αναφέρουν ότι αι εργατικαί οργανώσεις θα συνέλθουν προσεχώς. bbox=[12, 1221, 412, 1256]
me1-text2: ΜΟΣΧΑ, 15. (Ρώυτερ). — Η εφημερίς «Πράβδα» γράφει ότι η απόβασις αποτελεί απειλήν. bbox=[597, 974, 782, 1008]
nato4-text2: ΚΑΙ-ΡΟΝ, 15. (Ασσ. Πρες). — Ο ραδιοφωνικός σταθμός του Καΐρου κατηγορεί τας Δυτικάς δυνάμεις. bbox=[1177, 261, 1364, 296]
small-news-headline: ΜΙΚΡΑ ΕΧΧΩΡΙΑ ΝΕΑ bbox=[442, 1260, 568, 1273]
russia-text: ΛΟΝΔΙΝΟΝ, 15. (Ασσοσ. Πρες). — «Η Ρωσσία προτείνει θα σύναψιν φιλίας διαλιθών μεταξύ των χωρών της περιοχής, δια της οποίας θα εξασφαλισθή η ειρήνη και συνεργασίας. Ανεκοινώθη σήμερον ότι η πρότασις διαβιβάσθη εις τας κυβερνήσεις. bbox=[12, 419, 412, 454]
me3-sub1: ΚΑΙ ΤΟ «ΜΠΟΣΤΟΝ» bbox=[1026, 890, 1126, 899]
me5-sub3: ΟΥΔΕΜΙΑ ΔΙΑΚΟΠΗ bbox=[1420, 1018, 1516, 1029]
me5-sub2: ΚΙΝΕΙΤΑΙ ΜΙΑ ΜΕΡΑΡΧΙΑ bbox=[1408, 976, 1528, 987]
me5-text3: ΑΜΜΑΝ, 15. (Ρώυτερ). — Μία μεραρχία κινείται προς τα σύνορα. bbox=[1371, 991, 1565, 1013]
me3-text5: ΒΑΣΙΓΚΤΩΝ, 15. (Ασσ. Πρες). — Η κυβέρνησις θα απεφάσιζε εάν της εζητείτο. bbox=[984, 1117, 1168, 1152]
me4-sub1: ΤΟ ΑΕΡΟΔΡΟΜΙΟΝ ΒΗΡΥΤΟΥ bbox=[1199, 911, 1340, 922]
me5-text4: ΛΟΝΔΙΝΟΝ, 15. (Ρώυτερ). — Ουδεμία διακοπή σημειούται εις τας επικοινωνίας. bbox=[1371, 1033, 1565, 1055]
me5-text1: Ο εκπρόσωπος ανεκοίνωσεν ότι η κυβέρνησις θα ζητήση την σύγκλησιν του Συμβουλίου Ασφαλείας. bbox=[1371, 884, 1565, 917]
nato2-sub1: Η ΣΥΣΚΕΨΙΣ ΕΝ ΑΓΚΥΡΑ bbox=[824, 247, 942, 258]
left-column bbox=[12, 54, 412, 2312]
me2-text4: ΙΕΡΟΥΣΑΛΗΜ, 15. (Ρώυτερ). — Η Βουλή έδωσε ψήφον εμπιστοσύνης εις την κυβέρνησιν. bbox=[790, 1078, 975, 1112]
mideast-column-1 bbox=[597, 884, 782, 2312]
souzlia-headline: Η ΜΙΣ ΣΟΥΖΛΙΑ ΔΙΑ ΤΗΝ ΗΠΙΡΟΝ ΕΙΣ ΤΗΝ ΠΑΤΡΙΔΑ ΤΗΣ bbox=[433, 964, 576, 999]
me3-sub2: Ο κ. ΧΟΥΒΕΡ ΣΥΜΦΩΝΕΙ bbox=[1016, 943, 1136, 953]
nato4-text1: Ο πρόεδρος Νάσερ και ο Τίτο θα συναντηθούν προσεχώς δια να εξετάσουν την κατάστασιν. bbox=[1177, 208, 1364, 242]
me1-sub6: ΠΕΡΙΕΚΥΚΛΩΘΗ Η ΠΡΕΣΒΕΙΑ bbox=[619, 1280, 760, 1291]
me2-text5: ΛΟΝΔΙΝΟΝ, 15. (Ρώυτερ). — Η Αγγλία δέχεται να γίνη το Άντεν ομοσπονδία. bbox=[790, 1147, 975, 1169]
nato-lead-text: ΠΑΡΙΣΙΟΙ, 15. (Ασσ. Πρες). — Αι Ιταλικαί κυβερνητικαί πηγαί ανεκοίνωσαν ότι η Ιταλία ζητεί να συνέλθη αμέσως το Ανώτατον Συμβούλιον του ΝΑΤΟ. bbox=[597, 208, 782, 264]
nato2-text4: ΛΟΝΔΙΝΟΝ, 15. (Ρώυτερ). — Κατά πληροφορίας το Συμβούλιον δεν θα συνέλθη πριν από την 28ην Ιουλίου. bbox=[790, 368, 975, 403]
me1-text4: Ο υπουργός ανεκοίνωσεν ότι η κατάστασις είναι σοβαρά. bbox=[597, 1157, 782, 1179]
me5-text6: ΛΟΝΔΙΝΟΝ, 15. (Ρώυτερ). — Αι εταιρείαι πετρελαίων λαμβάνουν μέτρα ασφαλείας. bbox=[1371, 1129, 1565, 1152]
housing-text-2: Ο Επιθεωρητής Εβδόμας Θεσσαλονίκης συνεκάλεσε σύσκεψιν εις την οποίαν συνεζητήθη το πρόβλημα της στεγάσεως των αστέγων των συνοικισμών. bbox=[12, 707, 412, 730]
me4-sub2: ΣΥΝΟΜΙΛΙΑ ΕΙΣ ΙΟΡΔΑΝΙΑΝ bbox=[1202, 965, 1337, 976]
